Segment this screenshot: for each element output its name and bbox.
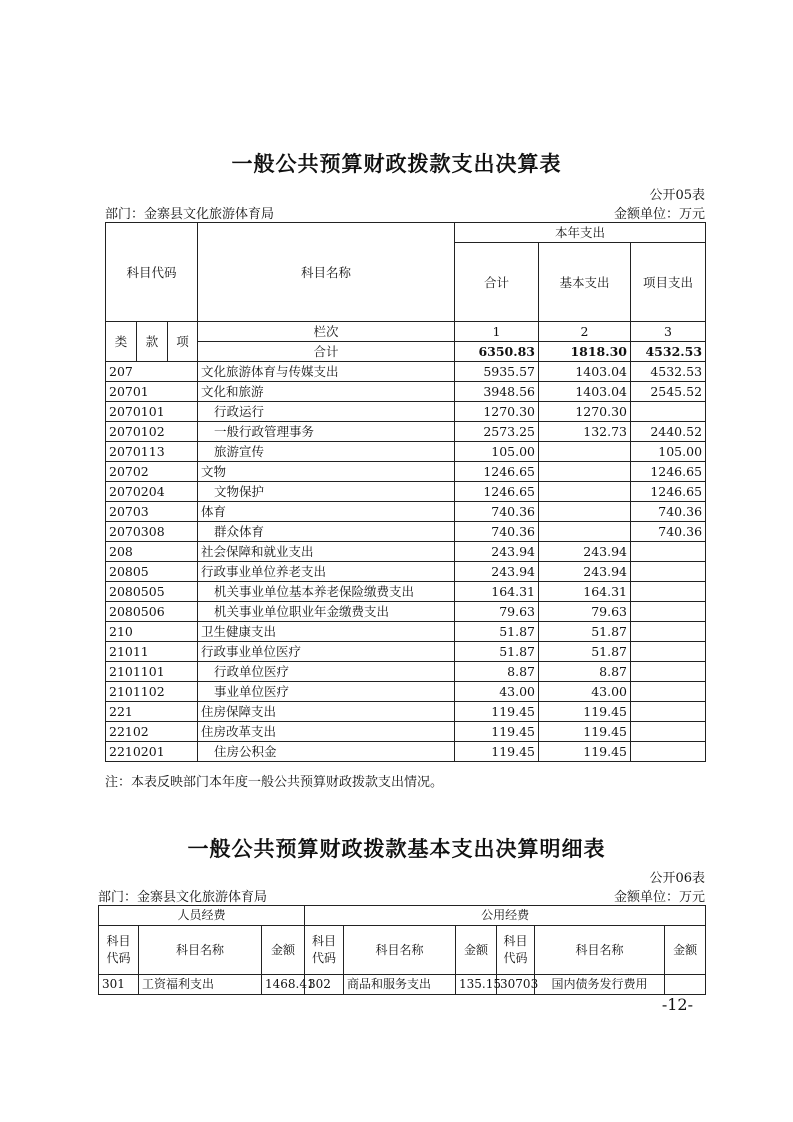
cell-total: 119.45 [455, 722, 539, 742]
table1-number: 公开05表 [649, 188, 705, 203]
cell-basic [539, 442, 631, 462]
cell-name: 商品和服务支出 [344, 975, 456, 995]
cell-subject-name: 文化和旅游 [198, 382, 455, 402]
cell-project: 1246.65 [631, 482, 706, 502]
cell-subject-name: 群众体育 [198, 522, 455, 542]
cell-total: 43.00 [455, 682, 539, 702]
cell-total: 5935.57 [455, 362, 539, 382]
cell-subject-code: 2070113 [106, 442, 198, 462]
cell-project [631, 642, 706, 662]
cell-total: 1246.65 [455, 462, 539, 482]
cell-total: 740.36 [455, 502, 539, 522]
cell-project [631, 622, 706, 642]
table-row [106, 702, 706, 722]
table2-title: 一般公共预算财政拨款基本支出决算明细表 [187, 837, 606, 861]
cell-subject-code: 2070101 [106, 402, 198, 422]
cell-subject-code: 2101102 [106, 682, 198, 702]
cell-project: 105.00 [631, 442, 706, 462]
header-public: 公用经费 [305, 906, 706, 926]
cell-subject-name: 旅游宣传 [198, 442, 455, 462]
cell-subject-name: 行政事业单位养老支出 [198, 562, 455, 582]
header-name-public-1: 科目名称 [344, 926, 456, 975]
cell-total: 8.87 [455, 662, 539, 682]
cell-project: 740.36 [631, 522, 706, 542]
cell-basic: 164.31 [539, 582, 631, 602]
cell-subject-code: 22102 [106, 722, 198, 742]
cell-subject-name: 事业单位医疗 [198, 682, 455, 702]
cell-project [631, 582, 706, 602]
basic-expenditure-detail-table [98, 905, 706, 995]
sum-basic: 1818.30 [539, 342, 631, 362]
cell-total: 3948.56 [455, 382, 539, 402]
cell-total: 119.45 [455, 742, 539, 762]
cell-basic [539, 462, 631, 482]
cell-total: 51.87 [455, 622, 539, 642]
cell-code: 301 [99, 975, 139, 995]
header-xiang: 项 [168, 322, 198, 362]
cell-subject-name: 住房改革支出 [198, 722, 455, 742]
cell-project: 740.36 [631, 502, 706, 522]
table-row [106, 522, 706, 542]
cell-basic: 1403.04 [539, 382, 631, 402]
cell-basic: 243.94 [539, 562, 631, 582]
cell-project: 2545.52 [631, 382, 706, 402]
header-code-personnel: 科目 代码 [99, 926, 139, 975]
header-code-public-1: 科目 代码 [305, 926, 344, 975]
table-row [106, 502, 706, 522]
table1-unit: 金额单位：万元 [613, 207, 705, 222]
cell-subject-name: 文物 [198, 462, 455, 482]
table-row [106, 542, 706, 562]
cell-total: 79.63 [455, 602, 539, 622]
cell-project [631, 702, 706, 722]
cell-project: 4532.53 [631, 362, 706, 382]
cell-total: 243.94 [455, 562, 539, 582]
cell-subject-code: 208 [106, 542, 198, 562]
header-kuan: 款 [137, 322, 168, 362]
cell-total: 243.94 [455, 542, 539, 562]
cell-total: 119.45 [455, 702, 539, 722]
cell-code: 30703 [497, 975, 535, 995]
cell-project [631, 722, 706, 742]
cell-project [631, 662, 706, 682]
cell-basic: 43.00 [539, 682, 631, 702]
cell-subject-name: 行政单位医疗 [198, 662, 455, 682]
cell-subject-name: 卫生健康支出 [198, 622, 455, 642]
cell-basic: 243.94 [539, 542, 631, 562]
header-current-year: 本年支出 [455, 223, 706, 243]
cell-subject-code: 2080506 [106, 602, 198, 622]
cell-total: 105.00 [455, 442, 539, 462]
cell-basic: 132.73 [539, 422, 631, 442]
table-row [106, 722, 706, 742]
cell-subject-code: 20703 [106, 502, 198, 522]
table-row [99, 975, 706, 995]
table-row [106, 482, 706, 502]
table1-department: 部门：金寨县文化旅游体育局 [105, 207, 275, 222]
table-row [106, 642, 706, 662]
cell-subject-name: 文物保护 [198, 482, 455, 502]
table-row [106, 562, 706, 582]
cell-subject-code: 210 [106, 622, 198, 642]
table1-note: 注：本表反映部门本年度一般公共预算财政拨款支出情况。 [105, 775, 444, 790]
header-lei: 类 [106, 322, 137, 362]
cell-subject-name: 文化旅游体育与传媒支出 [198, 362, 455, 382]
header-name-public-2: 科目名称 [535, 926, 665, 975]
table2-unit: 金额单位：万元 [613, 890, 705, 905]
header-total: 合计 [455, 243, 539, 322]
cell-basic: 119.45 [539, 722, 631, 742]
cell-basic: 51.87 [539, 642, 631, 662]
header-subject-name: 科目名称 [198, 223, 455, 322]
cell-basic [539, 522, 631, 542]
cell-name: 国内债务发行费用 [535, 975, 665, 995]
table2-number: 公开06表 [649, 871, 705, 886]
table-row [106, 422, 706, 442]
cell-basic: 119.45 [539, 742, 631, 762]
cell-subject-name: 一般行政管理事务 [198, 422, 455, 442]
cell-subject-code: 20701 [106, 382, 198, 402]
cell-basic: 8.87 [539, 662, 631, 682]
cell-subject-name: 体育 [198, 502, 455, 522]
cell-subject-code: 2210201 [106, 742, 198, 762]
cell-project [631, 682, 706, 702]
cell-subject-code: 20702 [106, 462, 198, 482]
cell-amount: 135.15 [456, 975, 497, 995]
cell-project [631, 562, 706, 582]
page-number: -12- [661, 995, 693, 1014]
cell-subject-name: 社会保障和就业支出 [198, 542, 455, 562]
cell-basic: 119.45 [539, 702, 631, 722]
table-row [106, 382, 706, 402]
table-row [106, 362, 706, 382]
table-row [106, 742, 706, 762]
table-row [106, 582, 706, 602]
table1-title: 一般公共预算财政拨款支出决算表 [231, 152, 562, 176]
budget-expenditure-table [105, 222, 706, 762]
column-index-1: 1 [455, 322, 539, 342]
cell-subject-code: 2070308 [106, 522, 198, 542]
header-amount-public-1: 金额 [456, 926, 497, 975]
cell-basic [539, 502, 631, 522]
cell-subject-name: 机关事业单位基本养老保险缴费支出 [198, 582, 455, 602]
table-row [106, 662, 706, 682]
column-index-3: 3 [631, 322, 706, 342]
cell-total: 51.87 [455, 642, 539, 662]
cell-project [631, 542, 706, 562]
cell-total: 740.36 [455, 522, 539, 542]
cell-amount [665, 975, 706, 995]
cell-subject-name: 住房保障支出 [198, 702, 455, 722]
header-amount-public-2: 金额 [665, 926, 706, 975]
cell-subject-name: 机关事业单位职业年金缴费支出 [198, 602, 455, 622]
cell-subject-code: 2070204 [106, 482, 198, 502]
cell-project: 1246.65 [631, 462, 706, 482]
cell-name: 工资福利支出 [139, 975, 262, 995]
cell-subject-name: 行政事业单位医疗 [198, 642, 455, 662]
cell-code: 302 [305, 975, 344, 995]
header-code-public-2: 科目 代码 [497, 926, 535, 975]
cell-basic: 51.87 [539, 622, 631, 642]
header-subject-code: 科目代码 [106, 223, 198, 322]
table-row [106, 402, 706, 422]
header-personnel: 人员经费 [99, 906, 305, 926]
cell-subject-code: 21011 [106, 642, 198, 662]
cell-subject-code: 20805 [106, 562, 198, 582]
cell-subject-code: 2080505 [106, 582, 198, 602]
sum-label: 合计 [198, 342, 455, 362]
cell-project [631, 742, 706, 762]
header-lanci: 栏次 [198, 322, 455, 342]
cell-project: 2440.52 [631, 422, 706, 442]
cell-subject-code: 2070102 [106, 422, 198, 442]
table-row [106, 442, 706, 462]
cell-subject-name: 住房公积金 [198, 742, 455, 762]
table-row [106, 682, 706, 702]
cell-basic: 1270.30 [539, 402, 631, 422]
table2-department: 部门：金寨县文化旅游体育局 [98, 890, 268, 905]
sum-total: 6350.83 [455, 342, 539, 362]
cell-project [631, 602, 706, 622]
cell-subject-code: 207 [106, 362, 198, 382]
cell-total: 2573.25 [455, 422, 539, 442]
header-basic: 基本支出 [539, 243, 631, 322]
cell-project [631, 402, 706, 422]
header-project: 项目支出 [631, 243, 706, 322]
cell-basic [539, 482, 631, 502]
column-index-2: 2 [539, 322, 631, 342]
table-row [106, 462, 706, 482]
cell-basic: 79.63 [539, 602, 631, 622]
sum-project: 4532.53 [631, 342, 706, 362]
cell-basic: 1403.04 [539, 362, 631, 382]
table-row [106, 622, 706, 642]
cell-amount: 1468.41 [262, 975, 305, 995]
cell-subject-code: 221 [106, 702, 198, 722]
cell-total: 164.31 [455, 582, 539, 602]
header-name-personnel: 科目名称 [139, 926, 262, 975]
cell-subject-code: 2101101 [106, 662, 198, 682]
table-row [106, 602, 706, 622]
cell-total: 1246.65 [455, 482, 539, 502]
cell-subject-name: 行政运行 [198, 402, 455, 422]
header-amount-personnel: 金额 [262, 926, 305, 975]
cell-total: 1270.30 [455, 402, 539, 422]
